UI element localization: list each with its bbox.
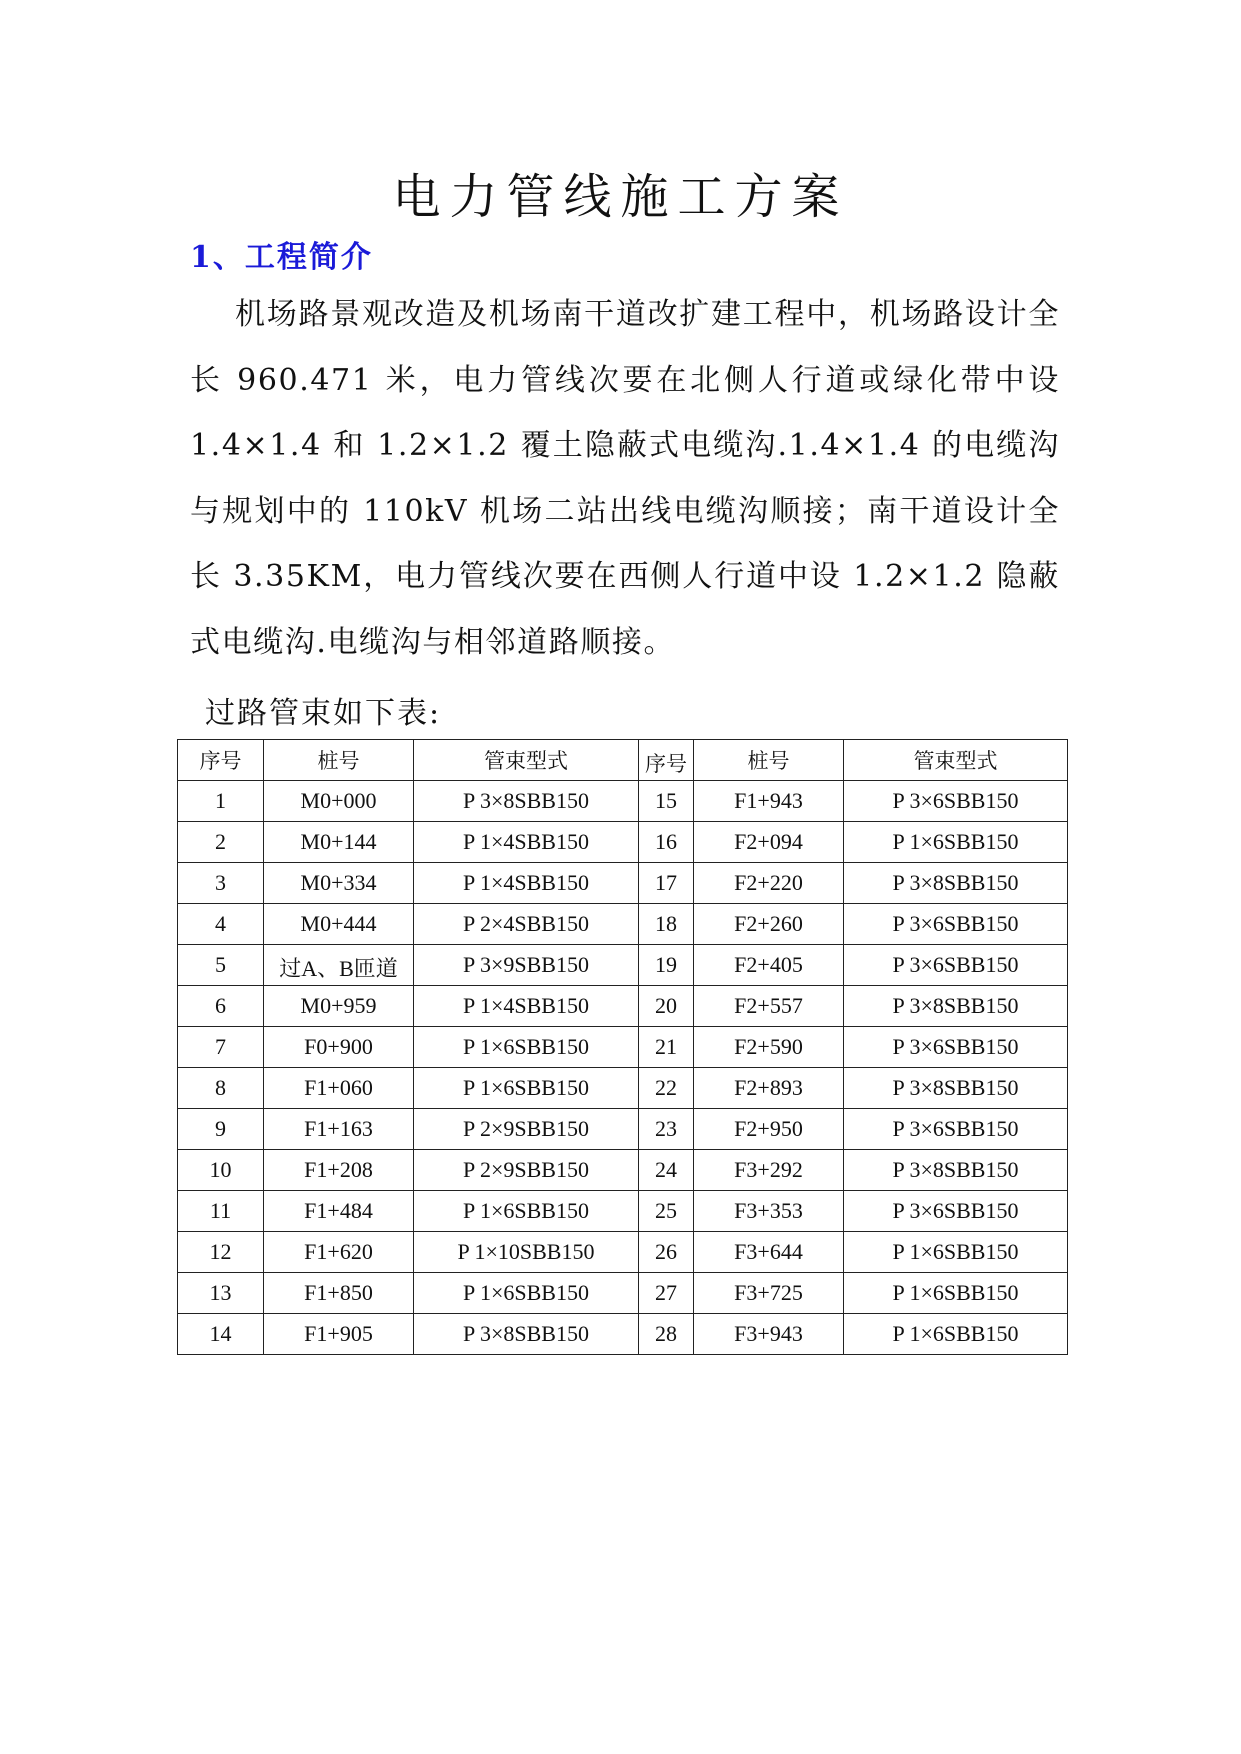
header-seq: 序号 [178,740,264,781]
table-body [178,781,1068,1355]
table-row [178,945,1068,986]
cell-station: F2+405 [694,945,844,986]
header-seq [639,740,694,781]
table-row [178,986,1068,1027]
cell-station: M0+334 [264,863,414,904]
cell-seq: 18 [639,904,694,945]
header-bundle-type: 管束型式 [844,740,1068,781]
cell-bundle-type: P 3×6SBB150 [844,1109,1068,1150]
table-row [178,863,1068,904]
cell-seq: 10 [178,1150,264,1191]
cell-bundle-type: P 3×8SBB150 [844,1150,1068,1191]
cell-bundle-type: P 1×6SBB150 [414,1191,639,1232]
cell-seq: 7 [178,1027,264,1068]
cell-station: M0+444 [264,904,414,945]
cell-bundle-type: P 1×6SBB150 [414,1273,639,1314]
cell-station: F1+163 [264,1109,414,1150]
intro-paragraph: 机场路景观改造及机场南干道改扩建工程中，机场路设计全长 960.471 米，电力管线次要在北侧人行道或绿化带中设 1.4×1.4 和 1.2×1.2 覆土隐蔽式电缆沟.1.4×1.4 的电缆沟与规划中的 110kV 机场二站出线电缆沟顺接；南干道设计全长 3.35KM，电力管线次要在西侧人行道中设 1.2×1.2 隐蔽式电缆沟.电缆沟与相邻道路顺接。 [190,297,1060,660]
document-title: 电力管线施工方案 [392,169,849,225]
cell-seq: 13 [178,1273,264,1314]
table-row [178,1150,1068,1191]
cell-station: F3+644 [694,1232,844,1273]
cell-bundle-type: P 3×8SBB150 [414,781,639,822]
cell-station: F3+292 [694,1150,844,1191]
cell-bundle-type: P 1×6SBB150 [844,1273,1068,1314]
cell-station: F1+484 [264,1191,414,1232]
cell-station: F1+905 [264,1314,414,1355]
table-row [178,1027,1068,1068]
cell-bundle-type: P 1×4SBB150 [414,986,639,1027]
cell-seq: 4 [178,904,264,945]
cell-bundle-type: P 1×6SBB150 [844,1232,1068,1273]
cell-station: F1+060 [264,1068,414,1109]
table-row [178,1109,1068,1150]
cell-seq: 22 [639,1068,694,1109]
cell-bundle-type: P 2×4SBB150 [414,904,639,945]
cell-seq: 9 [178,1109,264,1150]
header-bundle-type: 管束型式 [414,740,639,781]
cell-station-clipped: 过A、B匝道 [279,956,398,978]
cell-station: F3+353 [694,1191,844,1232]
pipe-bundle-table [177,739,1068,1355]
cell-seq: 3 [178,863,264,904]
cell-seq: 28 [639,1314,694,1355]
table-row [178,781,1068,822]
cell-seq: 16 [639,822,694,863]
cell-station: M0+144 [264,822,414,863]
table-row [178,1232,1068,1273]
table-row [178,1068,1068,1109]
cell-station: F0+900 [264,1027,414,1068]
table-row [178,1273,1068,1314]
cell-bundle-type: P 1×6SBB150 [414,1027,639,1068]
cell-station: F2+557 [694,986,844,1027]
cell-seq: 5 [178,945,264,986]
table-row [178,1191,1068,1232]
cell-station: F3+725 [694,1273,844,1314]
cell-station: F2+893 [694,1068,844,1109]
cell-seq: 11 [178,1191,264,1232]
cell-bundle-type: P 1×4SBB150 [414,822,639,863]
cell-station: F1+943 [694,781,844,822]
cell-seq: 17 [639,863,694,904]
header-station: 桩号 [694,740,844,781]
cell-bundle-type: P 2×9SBB150 [414,1150,639,1191]
cell-bundle-type: P 3×6SBB150 [844,945,1068,986]
cell-bundle-type: P 1×10SBB150 [414,1232,639,1273]
cell-seq: 8 [178,1068,264,1109]
cell-station [264,945,414,986]
table-row [178,822,1068,863]
cell-seq: 2 [178,822,264,863]
cell-station: M0+000 [264,781,414,822]
header-station: 桩号 [264,740,414,781]
cell-station: F3+943 [694,1314,844,1355]
cell-station: F1+850 [264,1273,414,1314]
cell-seq: 21 [639,1027,694,1068]
cell-seq: 15 [639,781,694,822]
cell-seq: 24 [639,1150,694,1191]
table-caption: 过路管束如下表: [205,696,442,731]
cell-station: M0+959 [264,986,414,1027]
cell-bundle-type: P 1×4SBB150 [414,863,639,904]
cell-bundle-type: P 1×6SBB150 [414,1068,639,1109]
cell-station: F2+094 [694,822,844,863]
cell-bundle-type: P 1×6SBB150 [844,822,1068,863]
cell-bundle-type: P 3×6SBB150 [844,904,1068,945]
header-seq-clipped: 序号 [645,752,687,773]
table-header-row [178,740,1068,781]
table-row [178,904,1068,945]
cell-seq: 26 [639,1232,694,1273]
cell-station: F1+620 [264,1232,414,1273]
cell-bundle-type: P 3×6SBB150 [844,1027,1068,1068]
cell-seq: 25 [639,1191,694,1232]
cell-bundle-type: P 3×8SBB150 [844,863,1068,904]
cell-station: F2+950 [694,1109,844,1150]
cell-seq: 23 [639,1109,694,1150]
cell-bundle-type: P 3×6SBB150 [844,1191,1068,1232]
cell-station: F1+208 [264,1150,414,1191]
cell-seq: 1 [178,781,264,822]
cell-bundle-type: P 3×8SBB150 [414,1314,639,1355]
table-row [178,1314,1068,1355]
cell-bundle-type: P 3×8SBB150 [844,986,1068,1027]
cell-seq: 12 [178,1232,264,1273]
cell-bundle-type: P 1×6SBB150 [844,1314,1068,1355]
cell-seq: 27 [639,1273,694,1314]
cell-bundle-type: P 3×8SBB150 [844,1068,1068,1109]
cell-bundle-type: P 3×9SBB150 [414,945,639,986]
cell-seq: 14 [178,1314,264,1355]
cell-bundle-type: P 3×6SBB150 [844,781,1068,822]
cell-seq: 20 [639,986,694,1027]
cell-seq: 19 [639,945,694,986]
cell-station: F2+220 [694,863,844,904]
section-heading: 1、工程简介 [190,240,373,275]
cell-seq: 6 [178,986,264,1027]
cell-bundle-type: P 2×9SBB150 [414,1109,639,1150]
cell-station: F2+260 [694,904,844,945]
cell-station: F2+590 [694,1027,844,1068]
